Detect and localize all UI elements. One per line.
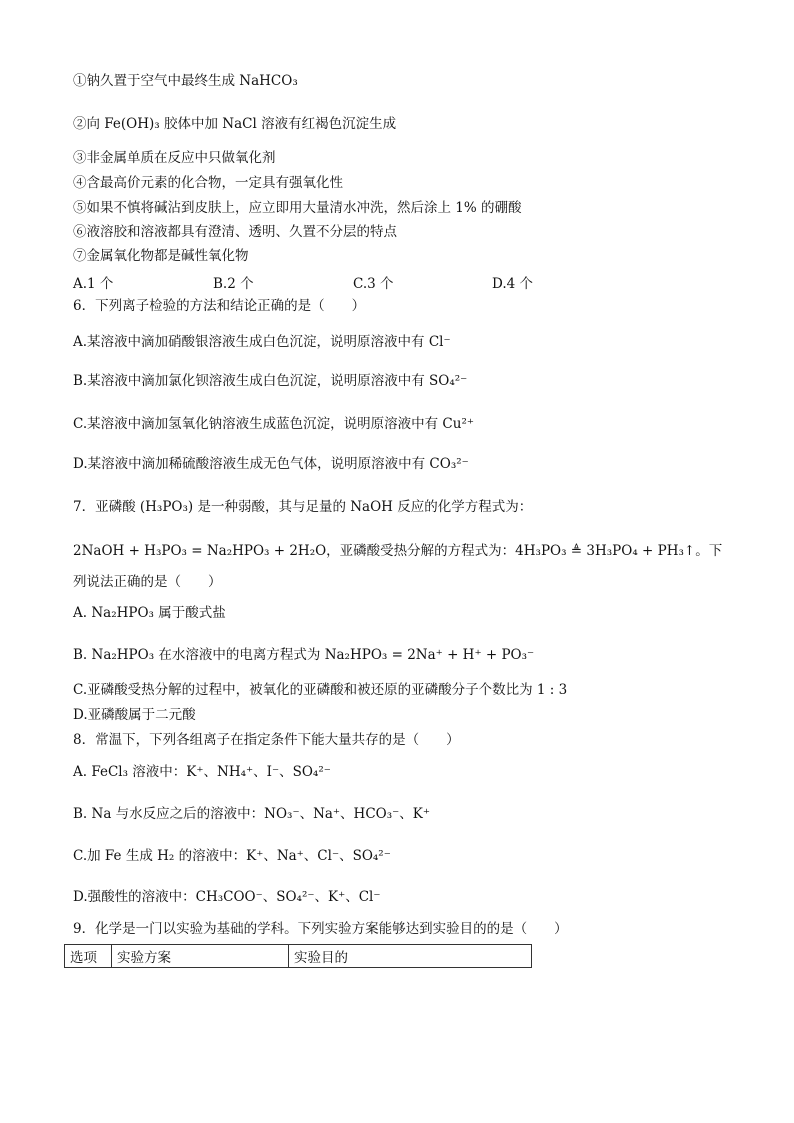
table-header-option: 选项 — [65, 945, 112, 968]
q8-option-d: D.强酸性的溶液中：CH₃COO⁻、SO₄²⁻、K⁺、Cl⁻ — [73, 889, 381, 905]
q5-option-a: A.1 个 — [73, 276, 114, 292]
line-3: ③非金属单质在反应中只做氧化剂 — [73, 150, 276, 166]
q9-table — [64, 944, 532, 968]
line-1: ①钠久置于空气中最终生成 NaHCO₃ — [73, 73, 298, 89]
q7-option-d: D.亚磷酸属于二元酸 — [73, 707, 196, 723]
q7-equation: 2NaOH + H₃PO₃ = Na₂HPO₃ + 2H₂O，亚磷酸受热分解的方程式为：4H₃PO₃ ≜ 3H₃PO₄ + PH₃↑。下 — [73, 543, 723, 559]
table-header-plan: 实验方案 — [112, 945, 289, 968]
q6-option-a: A.某溶液中滴加硝酸银溶液生成白色沉淀，说明原溶液中有 Cl⁻ — [73, 334, 451, 350]
q8-option-b: B. Na 与水反应之后的溶液中：NO₃⁻、Na⁺、HCO₃⁻、K⁺ — [73, 806, 430, 822]
table-row — [65, 945, 532, 968]
q7-stem-cont: 列说法正确的是（ ） — [73, 574, 222, 590]
line-6: ⑥液溶胶和溶液都具有澄清、透明、久置不分层的特点 — [73, 224, 397, 240]
q5-option-c: C.3 个 — [353, 276, 394, 292]
q6-option-c: C.某溶液中滴加氢氧化钠溶液生成蓝色沉淀，说明原溶液中有 Cu²⁺ — [73, 416, 474, 432]
q8-option-c: C.加 Fe 生成 H₂ 的溶液中：K⁺、Na⁺、Cl⁻、SO₄²⁻ — [73, 848, 391, 864]
q6-stem: 6．下列离子检验的方法和结论正确的是（ ） — [73, 298, 366, 314]
line-7: ⑦金属氧化物都是碱性氧化物 — [73, 248, 249, 264]
q5-options — [73, 272, 543, 290]
q8-option-a: A. FeCl₃ 溶液中：K⁺、NH₄⁺、I⁻、SO₄²⁻ — [73, 764, 331, 780]
line-4: ④含最高价元素的化合物，一定具有强氧化性 — [73, 175, 343, 191]
q7-stem: 7．亚磷酸 (H₃PO₃) 是一种弱酸，其与足量的 NaOH 反应的化学方程式为： — [73, 499, 533, 515]
q7-option-c: C.亚磷酸受热分解的过程中，被氧化的亚磷酸和被还原的亚磷酸分子个数比为 1 : 3 — [73, 682, 568, 698]
q7-option-b: B. Na₂HPO₃ 在水溶液中的电离方程式为 Na₂HPO₃ = 2Na⁺ + H⁺ + PO₃⁻ — [73, 647, 535, 663]
q6-option-b: B.某溶液中滴加氯化钡溶液生成白色沉淀，说明原溶液中有 SO₄²⁻ — [73, 373, 468, 389]
q7-option-a: A. Na₂HPO₃ 属于酸式盐 — [73, 605, 226, 621]
q5-option-d: D.4 个 — [492, 276, 534, 292]
q9-stem: 9．化学是一门以实验为基础的学科。下列实验方案能够达到实验目的的是（ ） — [73, 921, 568, 937]
table-header-goal: 实验目的 — [289, 945, 532, 968]
line-2: ②向 Fe(OH)₃ 胶体中加 NaCl 溶液有红褐色沉淀生成 — [73, 116, 397, 132]
q8-stem: 8．常温下，下列各组离子在指定条件下能大量共存的是（ ） — [73, 732, 460, 748]
q6-option-d: D.某溶液中滴加稀硫酸溶液生成无色气体，说明原溶液中有 CO₃²⁻ — [73, 456, 469, 472]
q5-option-b: B.2 个 — [213, 276, 254, 292]
line-5: ⑤如果不慎将碱沾到皮肤上，应立即用大量清水冲洗，然后涂上 1% 的硼酸 — [73, 200, 522, 216]
